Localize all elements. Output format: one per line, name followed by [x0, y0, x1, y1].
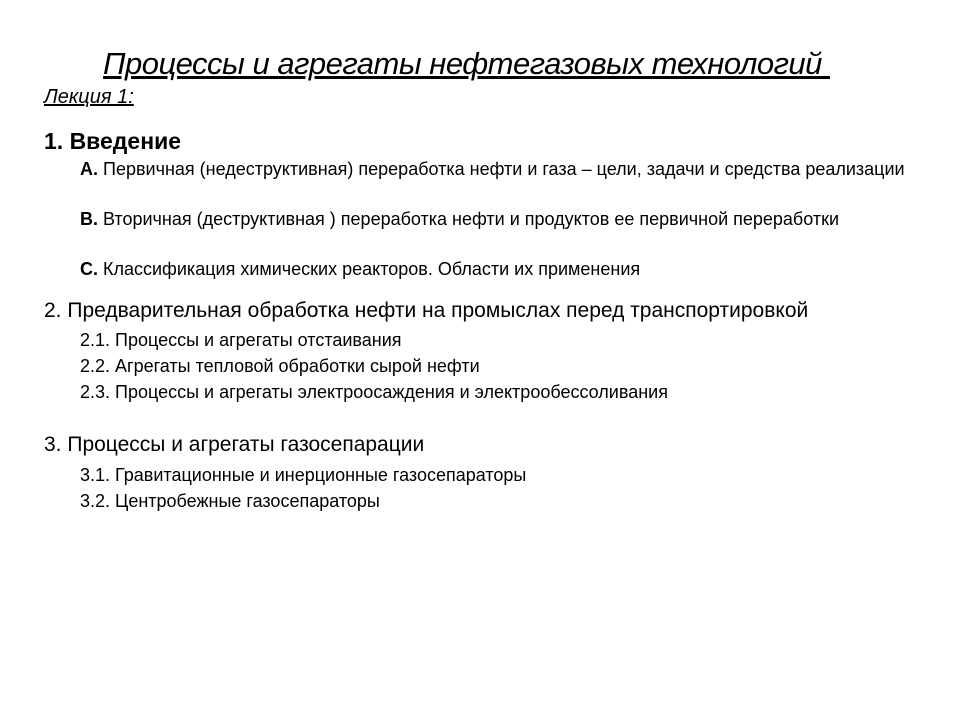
section-1-item-b — [80, 207, 950, 232]
slide-title: Процессы и агрегаты нефтегазовых технологий — [103, 46, 831, 81]
section-3-item-1: 3.1. Гравитационные и инерционные газосепараторы — [80, 465, 527, 485]
section-1-item-c — [80, 257, 950, 282]
section-2-item-1: 2.1. Процессы и агрегаты отстаивания — [80, 330, 402, 350]
section-1-item-a — [80, 157, 950, 182]
section-2-heading: 2. Предварительная обработка нефти на промыслах перед транспортировкой — [44, 299, 809, 322]
lecture-label: Лекция 1: — [44, 86, 134, 108]
section-3-item-2: 3.2. Центробежные газосепараторы — [80, 491, 380, 511]
section-3-heading: 3. Процессы и агрегаты газосепарации — [44, 433, 425, 456]
item-text: Классификация химических реакторов. Области их применения — [98, 259, 641, 279]
item-marker: В. — [80, 209, 98, 229]
item-marker: А. — [80, 159, 98, 179]
item-text: Вторичная (деструктивная ) переработка нефти и продуктов ее первичной переработки — [98, 209, 840, 229]
section-2-item-2: 2.2. Агрегаты тепловой обработки сырой нефти — [80, 356, 480, 376]
section-2-item-3: 2.3. Процессы и агрегаты электроосаждения и электрообессоливания — [80, 382, 668, 402]
section-1-heading: 1. Введение — [44, 128, 182, 154]
item-text: Первичная (недеструктивная) переработка нефти и газа – цели, задачи и средства реализации — [98, 159, 905, 179]
item-marker: С. — [80, 259, 98, 279]
